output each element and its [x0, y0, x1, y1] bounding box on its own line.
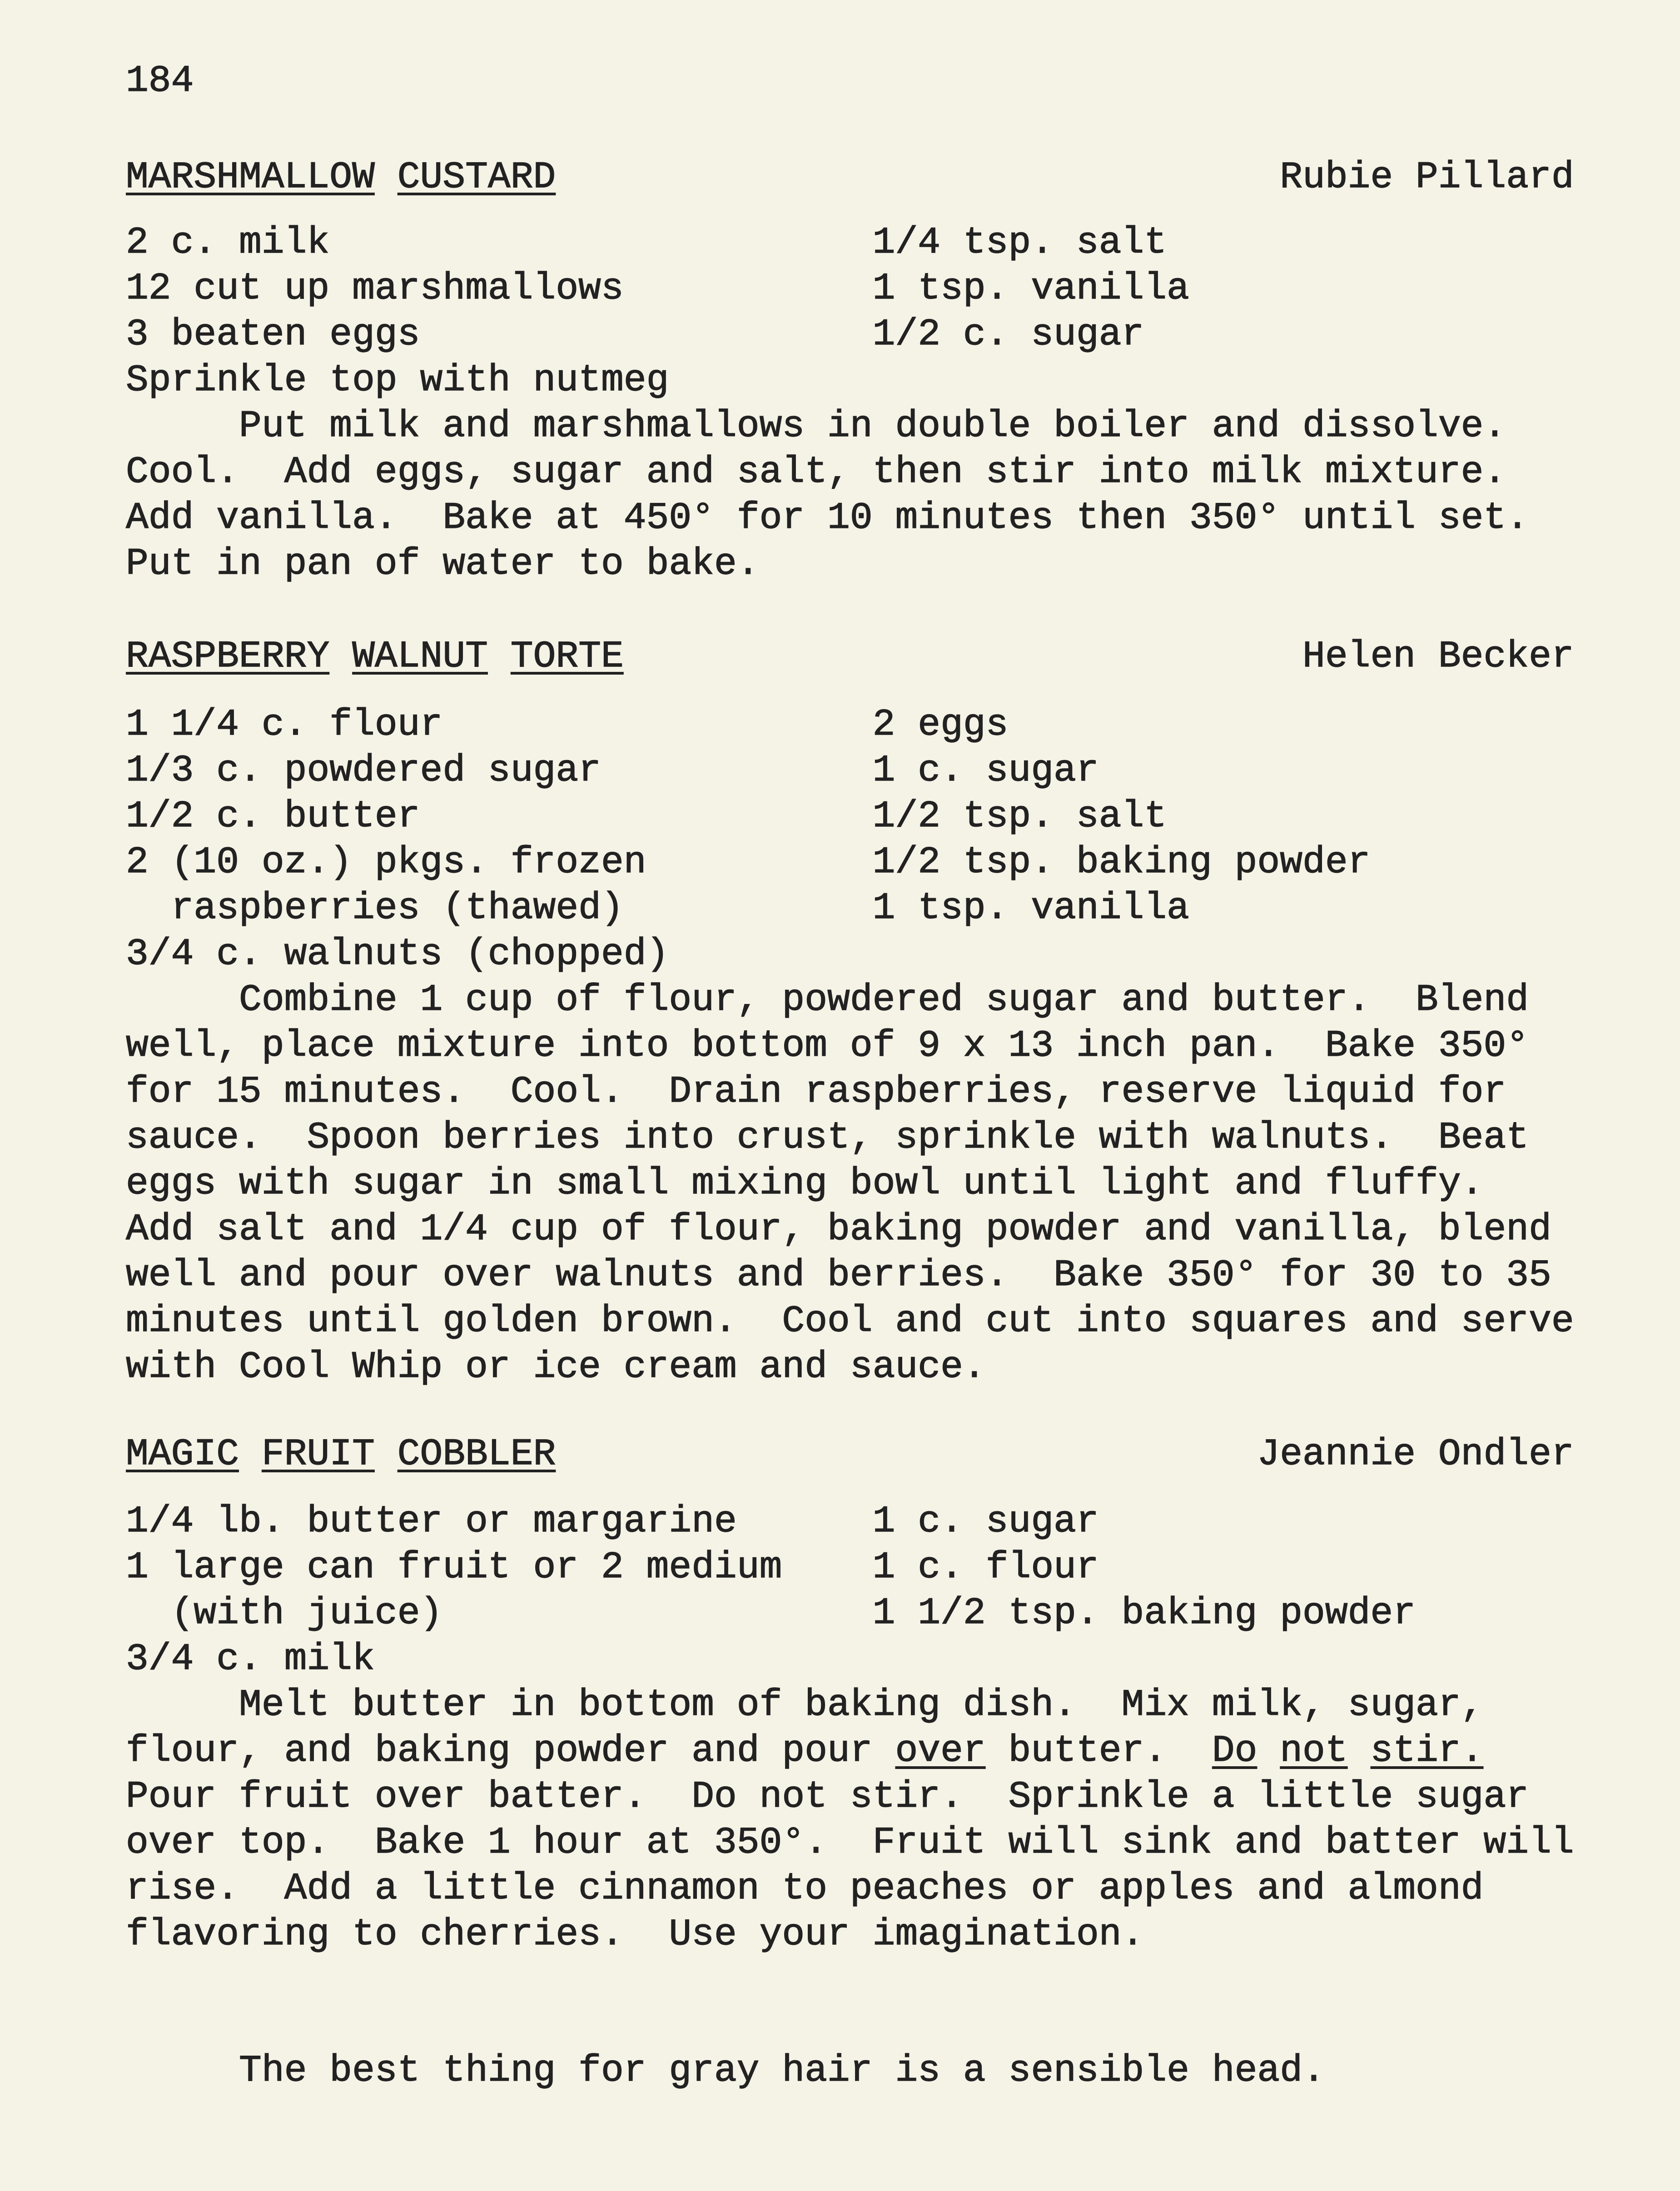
- ingredient-left: 3 beaten eggs: [126, 313, 420, 356]
- direction-line: Add salt and 1/4 cup of flour, baking powder and vanilla, blend: [126, 1208, 1551, 1251]
- underlined-word: MAGIC: [126, 1433, 239, 1476]
- recipe-title: [126, 1431, 556, 1477]
- underlined-word: not: [1280, 1729, 1348, 1772]
- ingredient-right: 1/4 tsp. salt: [872, 221, 1167, 264]
- recipe-header: [126, 154, 1574, 200]
- underlined-word: CUSTARD: [397, 156, 556, 199]
- recipe-body: [126, 220, 1574, 587]
- ingredient-left: 1/4 lb. butter or margarine: [126, 1500, 737, 1543]
- ingredient-row: [126, 702, 1574, 748]
- direction-line: Put milk and marshmallows in double boiler and dissolve.: [239, 405, 1506, 447]
- recipe-title: [126, 154, 556, 200]
- direction-line: eggs with sugar in small mixing bowl until light and fluffy.: [126, 1162, 1484, 1205]
- underlined-word: RASPBERRY: [126, 635, 330, 678]
- direction-line: over top. Bake 1 hour at 350°. Fruit will sink and batter will: [126, 1821, 1574, 1864]
- emphasis-do-not-stir: [1212, 1729, 1484, 1772]
- direction-line: well and pour over walnuts and berries. Bake 350° for 30 to 35: [126, 1254, 1551, 1297]
- ingredient-row: [126, 840, 1574, 885]
- ingredient-left: 2 (10 oz.) pkgs. frozen: [126, 841, 646, 884]
- underlined-word: FRUIT: [261, 1433, 375, 1476]
- ingredient-row: [126, 1499, 1574, 1545]
- direction-line: with Cool Whip or ice cream and sauce.: [126, 1346, 986, 1388]
- ingredient-right: 1 tsp. vanilla: [872, 267, 1189, 310]
- ingredient-extra: 3/4 c. walnuts (chopped): [126, 933, 669, 975]
- ingredient-row: [126, 1590, 1574, 1636]
- underlined-word: Do: [1212, 1729, 1258, 1772]
- ingredient-right: 1/2 tsp. salt: [872, 795, 1167, 838]
- ingredient-row: [126, 220, 1574, 266]
- closing-quote: The best thing for gray hair is a sensible head.: [239, 2049, 1325, 2092]
- ingredient-left: 1 large can fruit or 2 medium: [126, 1546, 782, 1589]
- ingredient-right: 1/2 tsp. baking powder: [872, 841, 1371, 884]
- underlined-word: COBBLER: [397, 1433, 556, 1476]
- direction-text: flour, and baking powder and pour: [126, 1729, 895, 1772]
- direction-line: rise. Add a little cinnamon to peaches or apples and almond: [126, 1867, 1484, 1910]
- direction-line: minutes until golden brown. Cool and cut into squares and serve: [126, 1300, 1574, 1342]
- recipe-body: [126, 702, 1574, 1390]
- ingredient-row: [126, 748, 1574, 794]
- ingredient-right: 1 c. flour: [872, 1546, 1099, 1589]
- underlined-word: WALNUT: [352, 635, 488, 678]
- ingredient-right: 1 c. sugar: [872, 749, 1099, 792]
- ingredient-left: 1/3 c. powdered sugar: [126, 749, 601, 792]
- ingredient-row: [126, 885, 1574, 931]
- direction-line: for 15 minutes. Cool. Drain raspberries, reserve liquid for: [126, 1070, 1506, 1113]
- direction-text: butter.: [985, 1729, 1212, 1772]
- direction-line: Cool. Add eggs, sugar and salt, then stir into milk mixture.: [126, 451, 1506, 493]
- recipe-title: [126, 634, 624, 680]
- ingredient-extra: Sprinkle top with nutmeg: [126, 359, 669, 402]
- ingredient-left: raspberries (thawed): [171, 887, 624, 929]
- direction-line: Melt butter in bottom of baking dish. Mix milk, sugar,: [239, 1684, 1484, 1726]
- underlined-word: TORTE: [510, 635, 624, 678]
- ingredient-row: [126, 312, 1574, 358]
- direction-line: Put in pan of water to bake.: [126, 542, 760, 585]
- direction-line: flavoring to cherries. Use your imagination.: [126, 1913, 1144, 1956]
- ingredient-left: 12 cut up marshmallows: [126, 267, 624, 310]
- ingredient-extra: 3/4 c. milk: [126, 1638, 375, 1680]
- ingredient-right: 1 tsp. vanilla: [872, 887, 1189, 929]
- underlined-word: stir.: [1370, 1729, 1484, 1772]
- underlined-word: MARSHMALLOW: [126, 156, 375, 199]
- emphasis-over: over: [895, 1729, 986, 1772]
- direction-line: Pour fruit over batter. Do not stir. Sprinkle a little sugar: [126, 1775, 1529, 1818]
- recipe-header: [126, 634, 1574, 680]
- ingredient-right: 1 c. sugar: [872, 1500, 1099, 1543]
- page-number: 184: [126, 60, 194, 102]
- ingredient-left: 2 c. milk: [126, 221, 330, 264]
- ingredient-row: [126, 266, 1574, 312]
- ingredient-row: [126, 1545, 1574, 1590]
- recipe-author: Rubie Pillard: [1280, 156, 1574, 199]
- recipe-body: [126, 1499, 1574, 1957]
- direction-line: well, place mixture into bottom of 9 x 13 inch pan. Bake 350°: [126, 1024, 1529, 1067]
- ingredient-left: 1/2 c. butter: [126, 795, 420, 838]
- direction-line: sauce. Spoon berries into crust, sprinkle with walnuts. Beat: [126, 1116, 1529, 1159]
- recipe-author: Helen Becker: [1302, 635, 1574, 678]
- ingredient-right: 2 eggs: [872, 703, 1009, 746]
- direction-line: [126, 1728, 1574, 1774]
- ingredient-left: 1 1/4 c. flour: [126, 703, 443, 746]
- ingredient-row: [126, 794, 1574, 840]
- recipe-author: Jeannie Ondler: [1257, 1433, 1574, 1476]
- ingredient-left: (with juice): [171, 1592, 443, 1635]
- direction-line: Add vanilla. Bake at 450° for 10 minutes then 350° until set.: [126, 497, 1529, 539]
- direction-line: Combine 1 cup of flour, powdered sugar and butter. Blend: [239, 979, 1529, 1021]
- ingredient-right: 1 1/2 tsp. baking powder: [872, 1592, 1416, 1635]
- recipe-header: [126, 1431, 1574, 1477]
- ingredient-right: 1/2 c. sugar: [872, 313, 1144, 356]
